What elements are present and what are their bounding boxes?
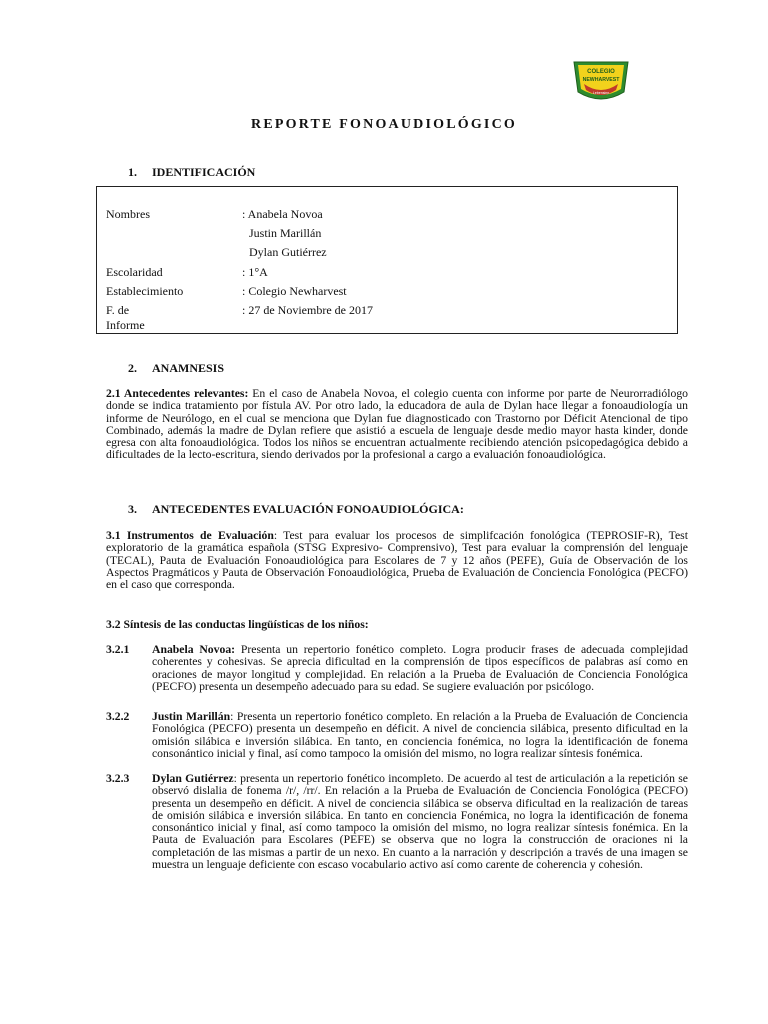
item-name: Anabela Novoa: (152, 643, 236, 656)
sintesis-item (106, 773, 688, 871)
section-title: IDENTIFICACIÓN (152, 165, 256, 179)
id-value: : Anabela Novoa (242, 207, 323, 221)
id-value: Justin Marillán (249, 226, 322, 240)
paragraph-text: En el caso de Anabela Novoa, el colegio cuenta con informe por parte de Neurorradiólogo donde se indica tratamiento por fístula AV. Por otro lado, la educadora de aula de Dylan hace llegar a fonoaudiología un informe de Neurólogo, en el cual se menciona que Dylan fue diagnosticado con Trastorno por Déficit Atencional de tipo Combinado, además la madre de Dylan refiere que asistió a escuela de lenguaje desde medio mayor hasta kinder, donde egresa con alta fonoaudiológica. Todos los niños se encuentran actualmente recibiendo atención psicopedagógica debido a dificultades de la lecto-escritura, siendo derivados por la profesional a cargo a evaluación fonoaudiológica. (106, 387, 689, 462)
school-logo (570, 54, 632, 104)
logo-text-bottom: Lebensinn (592, 91, 610, 95)
item-name: Dylan Gutiérrez (152, 772, 234, 785)
item-text: : Presenta un repertorio fonético completo. En relación a la Prueba de Evaluación de Conciencia Fonológica (PECFO) presenta un desempeño en déficit. A nivel de conciencia silábica, presento dificultad en la omisión silábica e inversión silábica. En tanto, en conciencia fonémica, no logra la identificación de fonema consonántico inicial y final, así como tampoco la omisión del mismo, no logra realizar síntesis fonémica. (152, 710, 688, 760)
item-number: 3.2.2 (106, 710, 130, 723)
sintesis-item (106, 711, 688, 760)
anamnesis-paragraph (106, 388, 688, 462)
item-text: : presenta un repertorio fonético incompleto. De acuerdo al test de articulación a la repetición se observó dislalia de fonema /r/, /rr/. En relación a la Prueba de Evaluación de Conciencia Fonológica (PECFO) presenta un desempeño en déficit. A nivel de conciencia silábica se observa dificultad en la realización de tareas de omisión silábica e inversión silábica. En tanto en conciencia Fonémica, no logra la identificación de fonema consonántico inicial y final, así como tampoco la omisión del mismo, no logra realizar síntesis fonémica. En la Pauta de Evaluación para Escolares (PEFE) se observa que no logra la construcción de oraciones ni la completación de las mismas a partir de un nexo. En cuanto a la narración y descripción a través de una imagen se muestra un lenguaje deficiente con escaso vocabulario activo así como carente de coherencia y cohesión. (152, 772, 688, 872)
id-value: : 27 de Noviembre de 2017 (242, 303, 373, 317)
item-number: 3.2.3 (106, 772, 130, 785)
identification-box (96, 186, 678, 334)
report-title: REPORTE FONOAUDIOLÓGICO (251, 117, 517, 132)
section-title: ANAMNESIS (152, 361, 225, 375)
section-number: 1. (128, 165, 137, 179)
item-text: Presenta un repertorio fonético completo. Logra producir frases de adecuada complejidad coherentes y cohesivas. Se aprecia dificultad en la comprensión de tipos específicos de palabras así como en oraciones de mayor longitud y complejidad. En relación a la Prueba de Evaluación de Conciencia Fonológica (PECFO) presenta un desempeño adecuado para su edad. Se sugiere evaluación por psicólogo. (152, 643, 688, 693)
id-label: Establecimiento (106, 284, 184, 298)
sintesis-heading: 3.2 Síntesis de las conductas lingüísticas de los niños: (106, 618, 369, 631)
id-label: Nombres (106, 207, 150, 221)
paragraph-text: : Test para evaluar los procesos de simplifcación fonológica (TEPROSIF-R), Test exploratorio de la gramática española (STSG Expresivo- Comprensivo), Test para evaluar la comprensión del lenguaje (TECAL), Pauta de Evaluación Fonoaudiológica para Escolares de 7 y 12 años (PEFE), Guía de Observación de los Aspectos Pragmáticos y Pauta de Observación Fonoaudiológica, Prueba de Evaluación de Conciencia Fonológica (PECFO) en el caso que corresponda. (106, 529, 688, 592)
item-name: Justin Marillán (152, 710, 231, 723)
id-value: : 1°A (242, 265, 268, 279)
section-number: 3. (128, 502, 137, 516)
section-title: ANTECEDENTES EVALUACIÓN FONOAUDIOLÓGICA: (152, 502, 464, 516)
paragraph-heading: 2.1 Antecedentes relevantes: (106, 387, 249, 400)
sintesis-item (106, 644, 688, 693)
paragraph-heading: 3.1 Instrumentos de Evaluación (106, 529, 274, 542)
section-anamnesis-heading (128, 361, 224, 376)
section-antecedentes-heading (128, 502, 464, 517)
logo-text-mid: NEWHARVEST (582, 77, 620, 83)
instrumentos-paragraph (106, 530, 688, 591)
section-identificacion-heading (128, 165, 255, 180)
id-value: : Colegio Newharvest (242, 284, 347, 298)
id-label: Escolaridad (106, 265, 163, 279)
id-value: Dylan Gutiérrez (249, 245, 327, 259)
logo-text-top: COLEGIO (587, 69, 615, 75)
id-label: F. de Informe (106, 303, 145, 332)
item-number: 3.2.1 (106, 643, 130, 656)
section-number: 2. (128, 361, 137, 375)
